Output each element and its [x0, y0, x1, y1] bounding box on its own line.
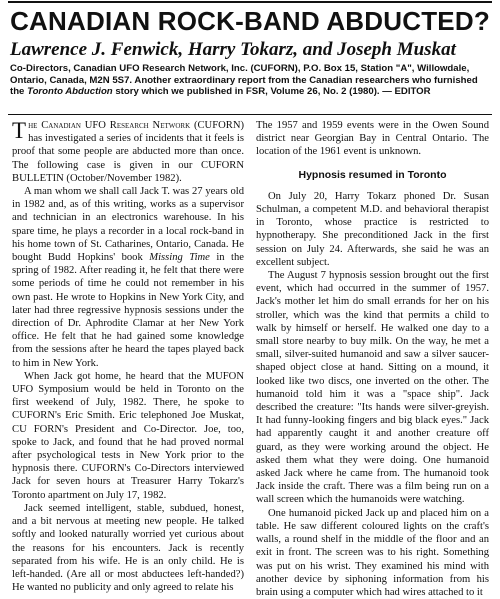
right-paragraph-2: On July 20, Harry Tokarz phoned Dr. Susan Schulman, a competent M.D. and behavioral therapist in Toronto, whose practice is restricted to hypnotherapy. She preconditioned Jack in the first session on July 24. Afterwards, she said he was an excellent subject. [256, 190, 489, 268]
header-divider [8, 114, 492, 115]
affiliation: Co-Directors, Canadian UFO Research Network, Inc. (CUFORN), P.O. Box 15, Station "A", Willowdale, Ontario, Canada, M2N 5S7. [10, 63, 470, 86]
left-p2-a: A man whom we shall call Jack T. was 27 years old in 1982 and, as of this writing, works as a supervisor and technician in an electronics warehouse. In his spare time, he plays a recorder in a local rock-band in his home town of St. Catharines, Ontario, Canada. He bought Budd Hopkins' book [12, 186, 244, 264]
opening-smallcaps: he Canadian UFO Research Network (CUFORN) [28, 120, 244, 131]
editor-note-b: story which we published in FSR, Volume 26, No. 2 (1980). — EDITOR [112, 86, 431, 98]
article-intro [10, 63, 492, 98]
top-rule [8, 1, 492, 3]
drop-cap: T [12, 118, 27, 143]
editor-note-title: Toronto Abduction [27, 86, 113, 98]
left-paragraph-1 [12, 119, 244, 185]
article-authors: Lawrence J. Fenwick, Harry Tokarz, and Joseph Muskat [10, 39, 456, 60]
left-p2-b: in the spring of 1982. After reading it, he felt that there were some periods of time he could not remember in his own past. He wrote to Hopkins in New York City, and later had three regressive hypnosis sessions under the direction of Dr. Aphrodite Clamar at her New York office. He felt that he had gained some knowledge from the sessions after he heard the tapes played back to him in New York. [12, 252, 244, 369]
right-paragraph-3: The August 7 hypnosis session brought out the first event, which had occurred in the summer of 1957. Jack's mother let him do small errands for her on his stroller, which was the kind that permits a child to walk by himself or herself. He walked one day to a small store nearby to buy milk. On the way, he met a small, silver-suited humanoid and saw a silver saucer-shaped object close at hand. Sitting on a mound, it looked like two discs, one inverted on the other. The humanoid told him it was a "space ship". Jack described the creature: "Its hands were silver-greyish. It had funny-looking fingers and big black eyes." Jack had apparently caught it and another creature off guard, as they were working around the object. He asked them what they were doing. One humanoid asked Jack where he came from. The humanoid took Jack inside the craft. There was a film being run on a wall screen which the humanoids were watching. [256, 270, 489, 506]
right-paragraph-4: One humanoid picked Jack up and placed him on a table. He saw different coloured lights on the craft's walls, a round shelf in the middle of the floor and an exit in front. The screen was to his right. Something was put on his wrist. They examined his mind with another device by siphoning information from his brain using a computer which had wires attached to it [256, 507, 489, 598]
editor-note-a: Another extraordinary report from the Canadian researchers who furnished the [10, 74, 478, 98]
right-paragraph-1: The 1957 and 1959 events were in the Owen Sound district near Georgian Bay in Central Ontario. The location of the 1961 event is unknown. [256, 120, 489, 158]
left-p1-rest: has investigated a series of incidents that it feels is proof that some people are abducted more than once. The following case is given in our CUFORN BULLETIN (October/November 1982). [12, 133, 244, 184]
right-column [256, 119, 489, 598]
left-paragraph-3: When Jack got home, he heard that the MUFON UFO Symposium would be held in Toronto on the first weekend of July, 1982. There, he spoke to CUFORN's Eric Smith. Eric telephoned Joe Muskat, CU FORN's President and Co-Director. Joe, too, spoke to Jack, and found that he had proved normal after psychological tests in New York prior to the hypnosis there. CUFORN's Co-Directors interviewed Jack for seven hours at Treasurer Harry Tokarz's Toronto apartment on July 17, 1982. [12, 370, 244, 501]
article-title: CANADIAN ROCK-BAND ABDUCTED? [10, 6, 490, 36]
book-title: Missing Time [149, 252, 210, 264]
left-paragraph-2 [12, 185, 244, 370]
left-paragraph-4: Jack seemed intelligent, stable, subdued, honest, and a bit nervous at meeting new people. He talked softly and looked naturally worried yet curious about the reasons for his encounters. Jack is recently separated from his wife. He is an only child. He is left-handed. (Are all or most abductees left-handed?) He wanted no publicity and only agreed to relate his [12, 502, 244, 594]
section-subheading: Hypnosis resumed in Toronto [298, 168, 447, 181]
left-column [12, 118, 244, 594]
